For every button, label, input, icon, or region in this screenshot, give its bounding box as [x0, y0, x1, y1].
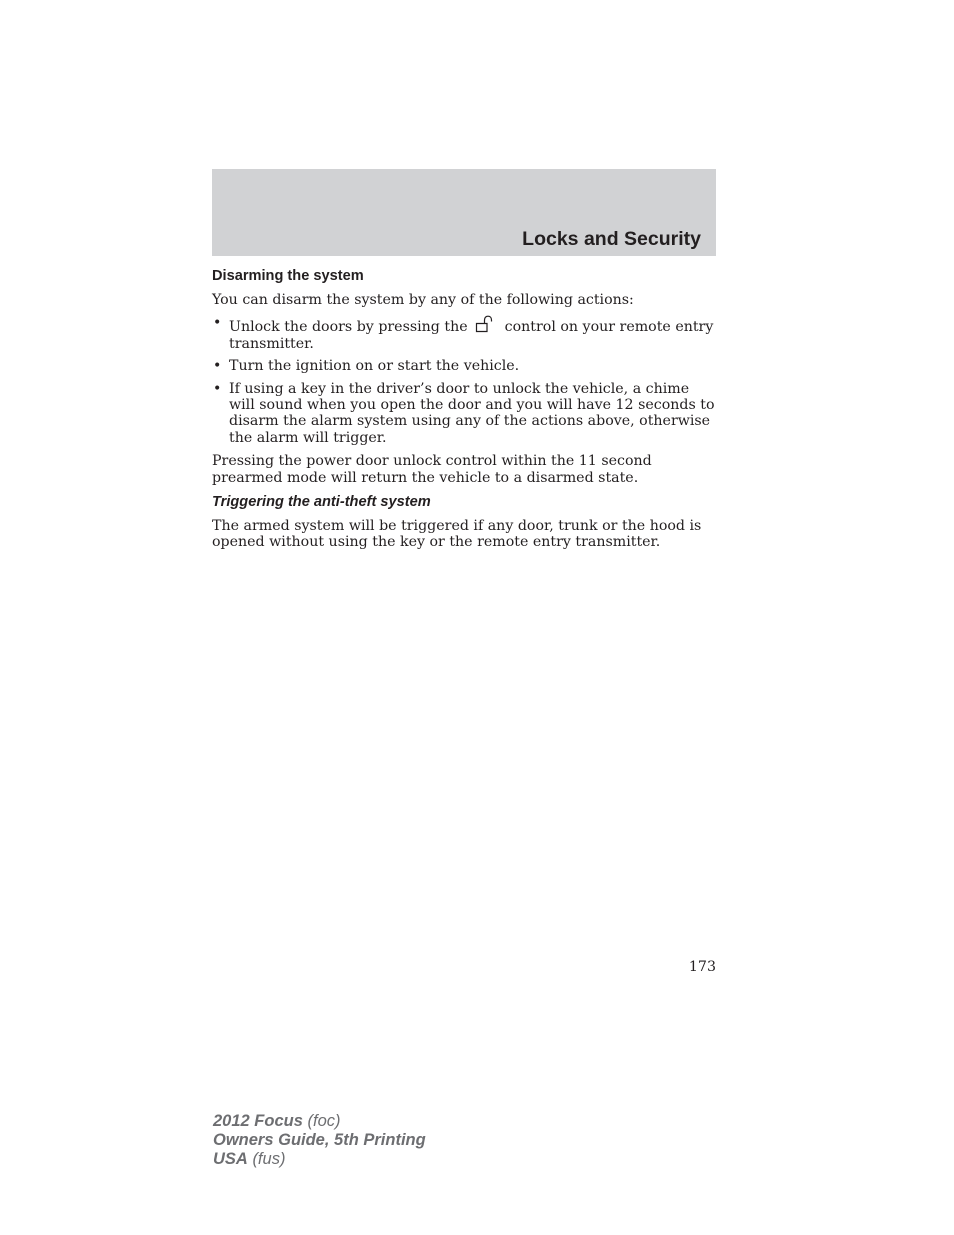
bullet-text: Turn the ignition on or start the vehicle.	[229, 358, 520, 375]
heading-triggering: Triggering the anti-theft system	[212, 494, 431, 511]
disarm-actions-list	[212, 315, 716, 446]
bullet-text-after-icon: control on your remote entry transmitter.	[229, 319, 714, 352]
page-number: 173	[688, 959, 716, 975]
bullet-text-before-icon: Unlock the doors by pressing the	[229, 319, 468, 336]
disarm-closing: Pressing the power door unlock control within the 11 second prearmed mode will return the vehicle to a disarmed state.	[212, 453, 652, 486]
document-footer	[213, 1112, 426, 1169]
chapter-title: Locks and Security	[522, 228, 701, 250]
footer-line-guide	[213, 1131, 426, 1150]
footer-line-model	[213, 1112, 426, 1131]
bullet-text: If using a key in the driver’s door to unlock the vehicle, a chime will sound when you open the door and you will have 12 seconds to disarm the alarm system using any of the actions above, otherwise the alarm will trigger.	[229, 380, 715, 446]
footer-model: 2012 Focus	[213, 1112, 303, 1130]
heading-disarming: Disarming the system	[212, 268, 364, 284]
bullet-dot: •	[213, 315, 222, 332]
footer-guide: Owners Guide, 5th Printing	[213, 1131, 426, 1149]
trigger-body: The armed system will be triggered if any door, trunk or the hood is opened without using the key or the remote entry transmitter.	[212, 518, 702, 551]
list-item	[212, 381, 716, 447]
footer-model-code: (foc)	[307, 1112, 341, 1130]
footer-line-market	[213, 1150, 426, 1169]
bullet-dot: •	[213, 380, 222, 397]
section-header-band	[212, 169, 716, 256]
bullet-dot: •	[213, 358, 222, 375]
unlock-icon	[474, 315, 494, 333]
list-item	[212, 358, 716, 374]
list-item	[212, 315, 716, 352]
disarm-intro: You can disarm the system by any of the following actions:	[212, 292, 634, 308]
footer-market-code: (fus)	[252, 1150, 286, 1168]
page-content	[212, 267, 716, 558]
footer-market: USA	[213, 1150, 248, 1168]
